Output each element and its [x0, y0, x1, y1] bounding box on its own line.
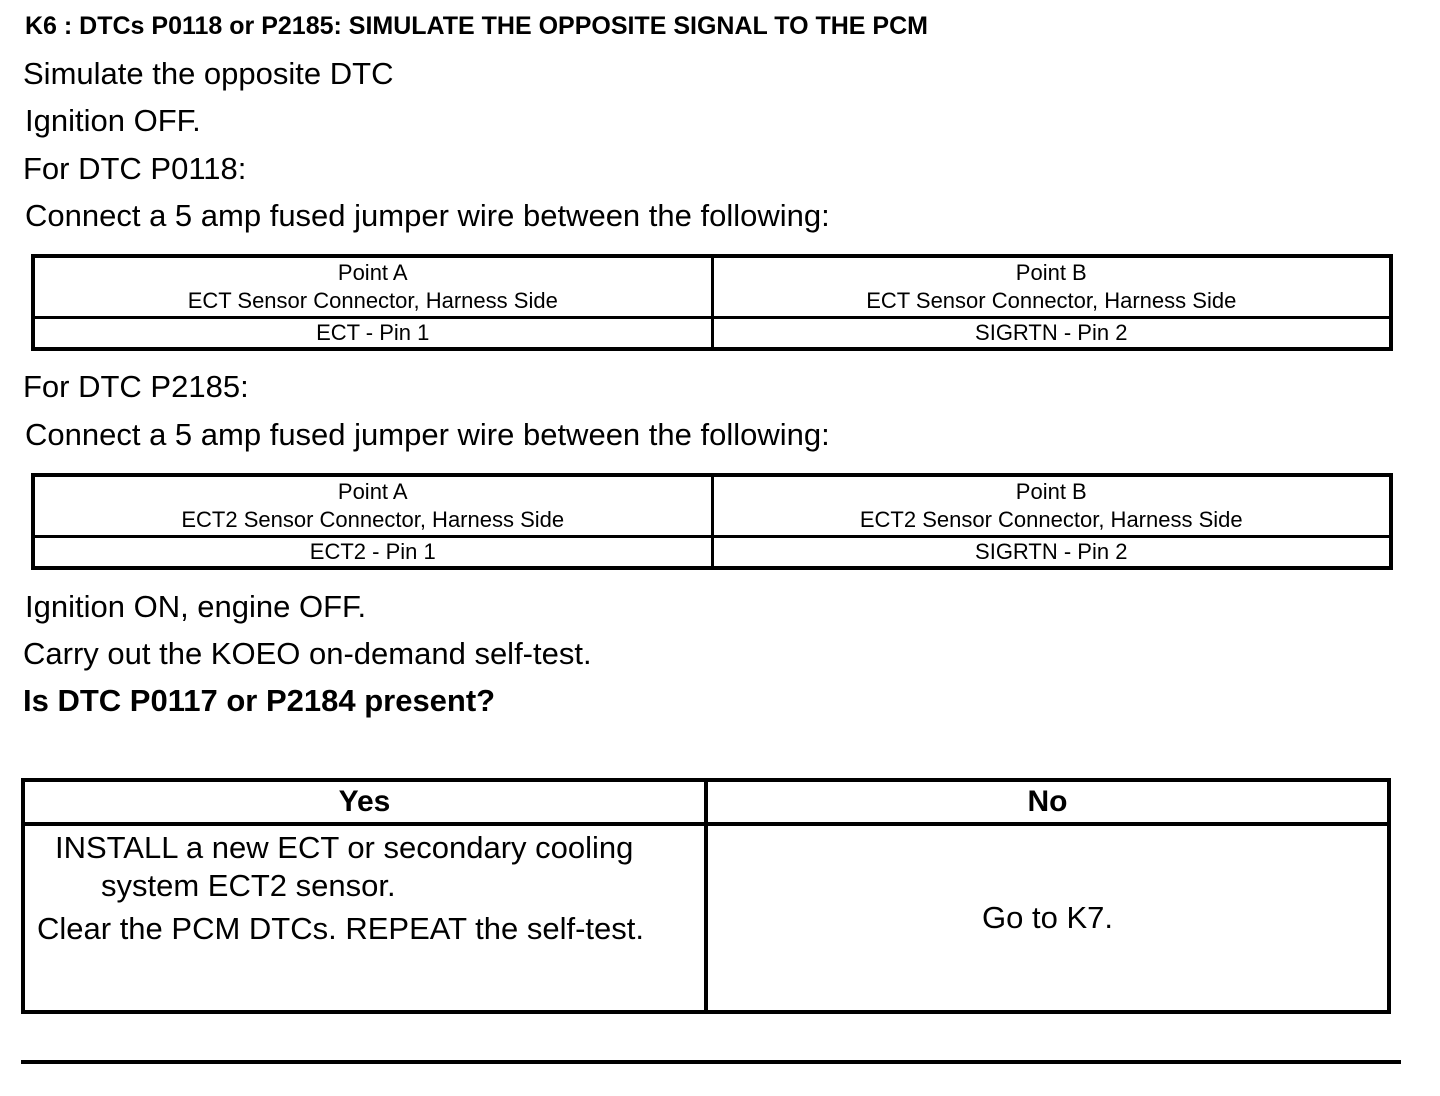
point-b-title: Point B — [1015, 479, 1087, 504]
point-a-title: Point A — [337, 260, 408, 285]
section-heading: K6 : DTCs P0118 or P2185: SIMULATE THE OPPOSITE SIGNAL TO THE PCM — [25, 12, 928, 40]
point-b-title: Point B — [1015, 260, 1087, 285]
point-a-location: ECT2 Sensor Connector, Harness Side — [181, 507, 565, 532]
point-a-location: ECT Sensor Connector, Harness Side — [187, 288, 558, 313]
decision-table — [21, 778, 1391, 1014]
step-ignition-off: Ignition OFF. — [25, 103, 201, 138]
point-b-header — [712, 475, 1391, 537]
no-column-header: No — [706, 780, 1389, 824]
step-connect-jumper-1: Connect a 5 amp fused jumper wire between the following: — [25, 198, 830, 233]
point-a-title: Point A — [337, 479, 408, 504]
step-koeo-self-test: Carry out the KOEO on-demand self-test. — [23, 636, 592, 671]
step-for-p0118: For DTC P0118: — [23, 151, 247, 186]
point-a-pin: ECT - Pin 1 — [33, 318, 712, 350]
step-connect-jumper-2: Connect a 5 amp fused jumper wire between the following: — [25, 417, 830, 452]
point-a-pin: ECT2 - Pin 1 — [33, 537, 712, 569]
jumper-table-p0118 — [31, 254, 1393, 351]
point-a-header — [33, 256, 712, 318]
yes-action-install: INSTALL a new ECT or secondary cooling — [55, 830, 634, 865]
point-b-header — [712, 256, 1391, 318]
yes-action-clear: Clear the PCM DTCs. REPEAT the self-test. — [37, 911, 644, 946]
step-simulate: Simulate the opposite DTC — [23, 56, 394, 91]
yes-action-install-cont: system ECT2 sensor. — [101, 868, 396, 903]
step-for-p2185: For DTC P2185: — [23, 369, 249, 404]
point-b-pin: SIGRTN - Pin 2 — [712, 537, 1391, 569]
point-b-location: ECT2 Sensor Connector, Harness Side — [859, 507, 1243, 532]
point-b-location: ECT Sensor Connector, Harness Side — [866, 288, 1237, 313]
step-ignition-on: Ignition ON, engine OFF. — [25, 589, 367, 624]
yes-action-cell — [23, 824, 706, 1012]
point-b-pin: SIGRTN - Pin 2 — [712, 318, 1391, 350]
point-a-header — [33, 475, 712, 537]
bottom-divider — [21, 1060, 1401, 1064]
decision-question: Is DTC P0117 or P2184 present? — [23, 683, 496, 718]
jumper-table-p2185 — [31, 473, 1393, 570]
no-action-goto: Go to K7. — [982, 900, 1113, 935]
yes-column-header: Yes — [23, 780, 706, 824]
no-action-cell — [706, 824, 1389, 1012]
